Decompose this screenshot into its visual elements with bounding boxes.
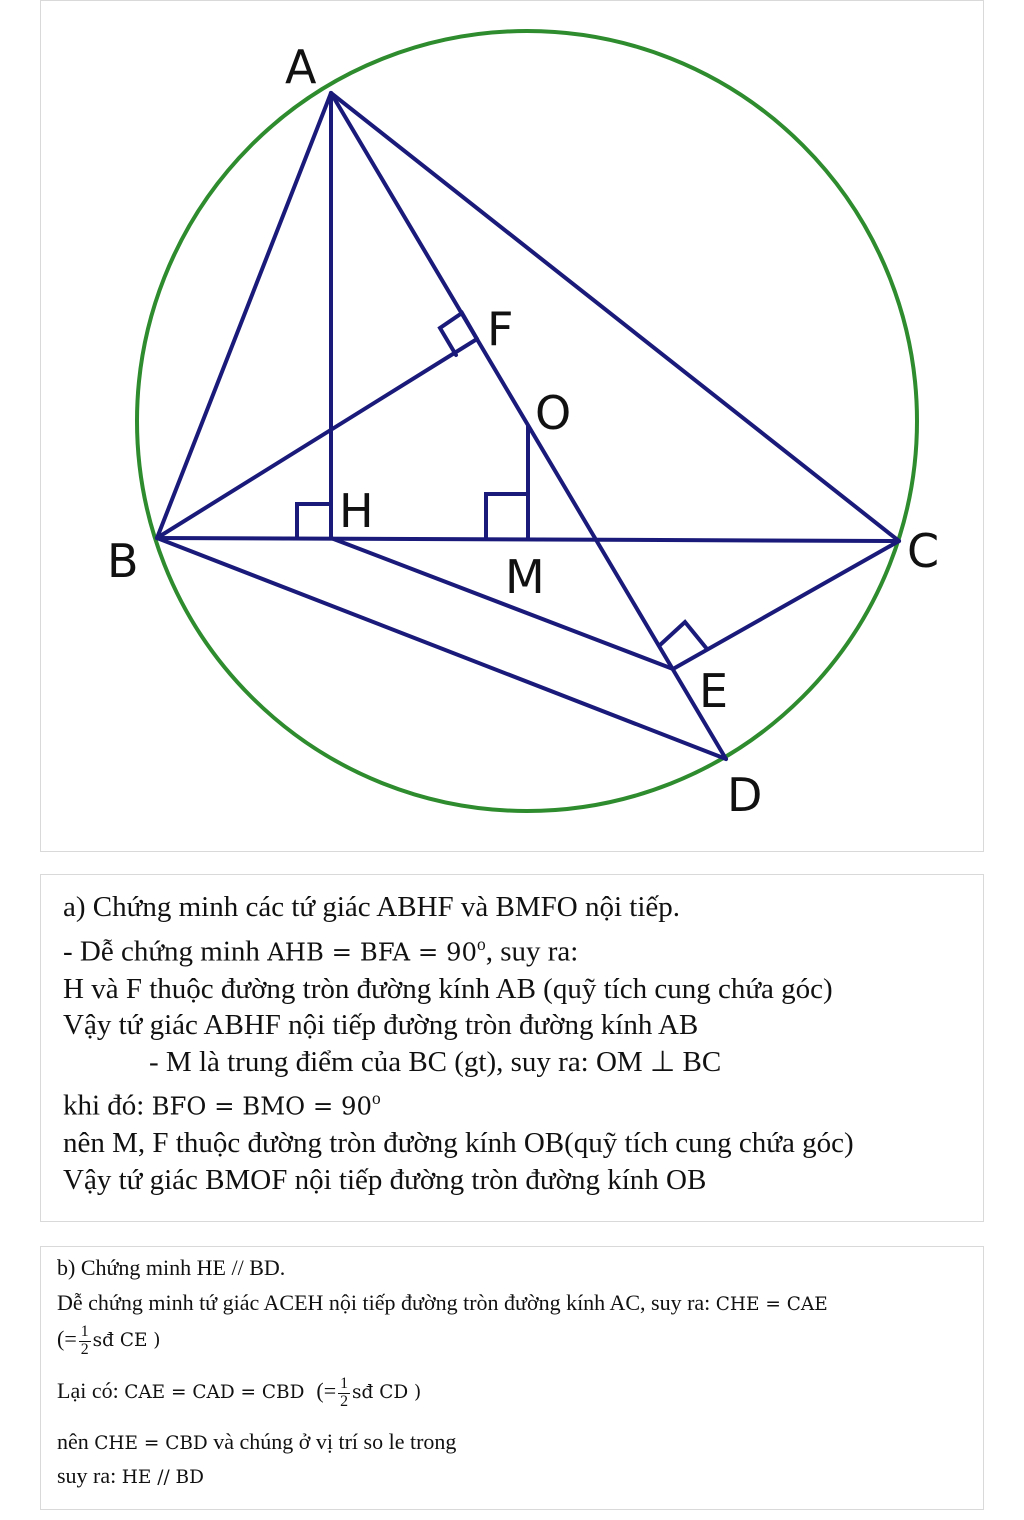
part-a-line-2-math: AHB = BFA = 90 — [267, 937, 477, 967]
part-a-line-2-suffix: , suy ra: — [485, 935, 579, 968]
part-a-line-3: H và F thuộc đường tròn đường kính AB (quỹ tích cung chứa góc) — [63, 972, 833, 1005]
label-M: M — [505, 550, 545, 604]
geometry-figure — [41, 1, 985, 851]
label-C: C — [907, 524, 940, 578]
fraction-half — [79, 1324, 91, 1358]
part-a-line-5: - M là trung điểm của BC (gt), suy ra: OM ⊥ BC — [149, 1045, 722, 1078]
part-b-line-4 — [57, 1376, 967, 1410]
right-angle-mark-E — [660, 622, 707, 649]
part-a-heading: a) Chứng minh các tứ giác ABHF và BMFO nội tiếp. — [63, 891, 681, 923]
part-a-line-6-math: BFO = BMO = 90 — [151, 1091, 373, 1121]
arc-measure-cd: sđ CD ) — [352, 1382, 422, 1404]
part-b-line-2-text: Dễ chứng minh tứ giác ACEH nội tiếp đường tròn đường kính AC, suy ra: — [57, 1290, 716, 1315]
part-b-line-4-math: CAE = CAD = CBD — [124, 1382, 305, 1404]
solution-part-b — [40, 1246, 984, 1510]
arc-measure-ce: sđ CE ) — [92, 1330, 161, 1352]
part-b-line-6-math: HE // BD — [121, 1466, 204, 1488]
part-b-line-2-math: CHE = CAE — [715, 1294, 828, 1315]
part-b-line-6 — [57, 1463, 967, 1491]
fraction-denominator: 2 — [80, 1340, 89, 1358]
fraction-denominator: 2 — [340, 1392, 349, 1410]
degree-mark: o — [372, 1088, 381, 1109]
fraction-half — [338, 1376, 350, 1410]
right-angle-mark-M — [486, 494, 528, 538]
part-b-line-5-math: CHE = CBD — [94, 1432, 208, 1454]
solution-part-a — [40, 874, 984, 1222]
part-b-line-2 — [57, 1290, 967, 1318]
part-b-line-5-suffix: và chúng ở vị trí so le trong — [207, 1428, 457, 1454]
right-angle-mark-H — [297, 504, 331, 538]
label-B: B — [107, 534, 139, 588]
part-b-line-6-prefix: suy ra: — [57, 1462, 122, 1488]
part-a-line-2 — [63, 926, 961, 971]
degree-mark: o — [477, 933, 486, 954]
part-b-line-5-prefix: nên — [57, 1428, 95, 1454]
segment-BD — [157, 538, 729, 759]
label-D: D — [727, 768, 763, 822]
part-a-line-6-prefix: khi đó: — [63, 1089, 152, 1122]
segment-BF — [157, 339, 477, 538]
label-O: O — [535, 386, 572, 440]
label-F: F — [487, 302, 514, 356]
part-a-line-2-prefix: - Dễ chứng minh — [63, 935, 268, 968]
part-a-line-8: Vậy tứ giác BMOF nội tiếp đường tròn đường kính OB — [63, 1163, 707, 1196]
fraction-numerator: 1 — [340, 1375, 349, 1393]
part-a-line-7: nên M, F thuộc đường tròn đường kính OB(quỹ tích cung chứa góc) — [63, 1127, 854, 1160]
segment-HE — [331, 538, 673, 669]
label-A: A — [285, 40, 317, 94]
part-b-line-3 — [57, 1324, 967, 1358]
segment-AC — [331, 93, 899, 541]
label-E: E — [699, 664, 729, 718]
part-a-line-6 — [63, 1080, 961, 1125]
paren-open: (= — [316, 1378, 337, 1404]
figure-panel — [40, 0, 984, 852]
part-b-line-5 — [57, 1429, 967, 1457]
segment-AB — [157, 93, 331, 538]
part-b-line-4-prefix: Lại có: — [57, 1378, 125, 1404]
fraction-numerator: 1 — [80, 1323, 89, 1340]
paren-open: (= — [57, 1326, 77, 1352]
label-H: H — [339, 484, 374, 538]
part-b-heading: b) Chứng minh HE // BD. — [57, 1255, 286, 1280]
part-a-line-4: Vậy tứ giác ABHF nội tiếp đường tròn đường kính AB — [63, 1009, 699, 1042]
